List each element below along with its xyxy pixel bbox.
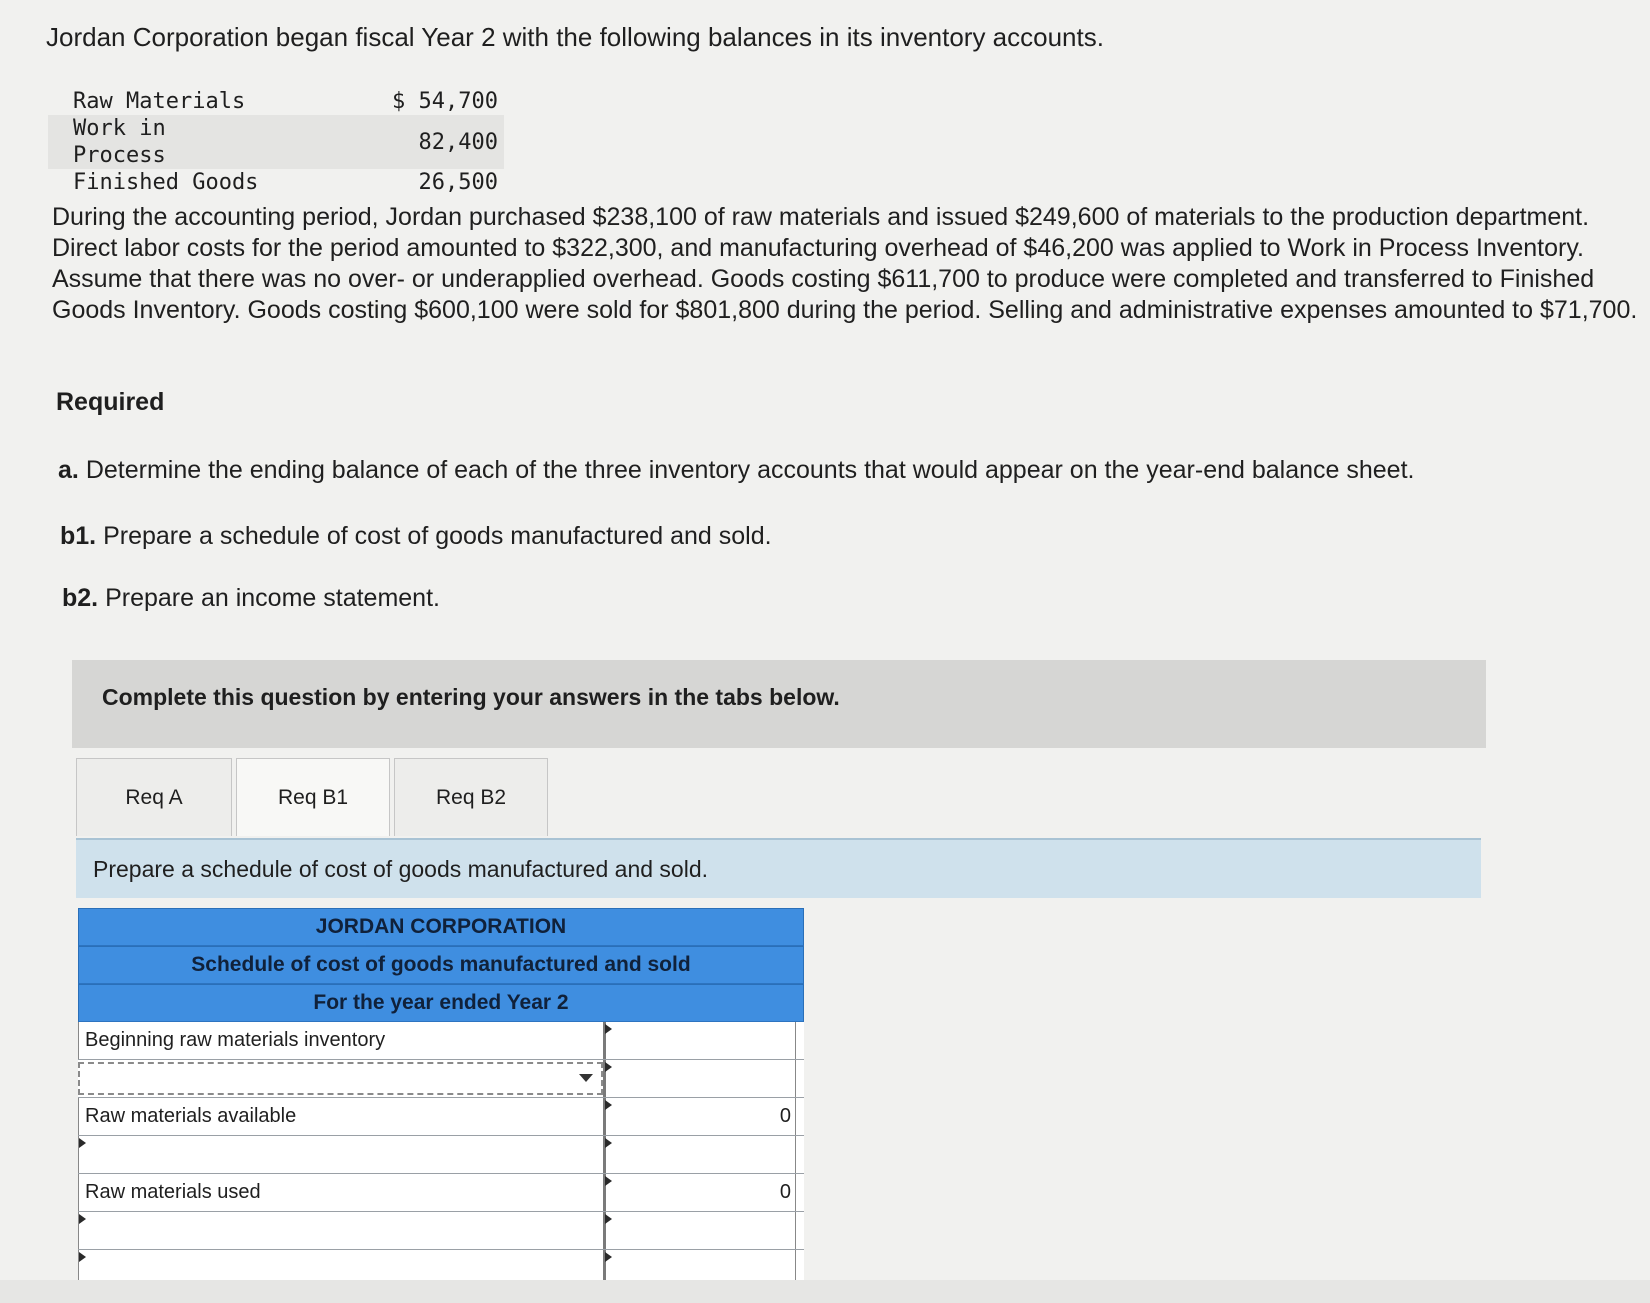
row-label: Beginning raw materials inventory [78,1022,603,1059]
inventory-label: Work in Process [48,115,268,169]
inventory-value: $ 54,700 [392,89,498,114]
schedule-title: Schedule of cost of goods manufactured and sold [78,946,804,984]
amount-input[interactable] [603,1060,796,1097]
chevron-down-icon[interactable] [579,1074,593,1082]
row-label: Raw materials used [78,1174,603,1211]
amount-value: 0 [603,1174,796,1211]
instructions-banner [72,660,1486,748]
problem-paragraph: During the accounting period, Jordan purchased $238,100 of raw materials and issued $249,600 of materials to the production department. Direct labor costs for the period amounted to $322,300, and manufacturing overhead of $46,200 was applied to Work in Process Inventory. Assume that there was no over- or underapplied overhead. Goods costing $611,700 to produce were completed and transferred to Finished Goods Inventory. Goods costing $600,100 were sold for $801,800 during the period. Selling and administrative expenses amounted to $71,700. [52,203,1638,324]
table-row [78,1174,804,1212]
amount-input[interactable] [603,1022,796,1059]
requirement-tag: b1. [60,522,97,550]
requirement-b1 [60,522,772,551]
table-row [78,1060,804,1098]
table-row [78,1022,804,1060]
requirement-tag: b2. [62,584,99,612]
requirement-text: Determine the ending balance of each of the three inventory accounts that would appear on the year-end balance sheet. [85,456,1415,484]
requirement-text: Prepare an income statement. [105,584,440,612]
tab-req-a[interactable]: Req A [76,758,232,836]
table-row [78,1212,804,1250]
amount-value: 0 [603,1098,796,1135]
table-row [78,1136,804,1174]
inventory-label: Raw Materials [73,89,246,114]
tab-instruction-text: Prepare a schedule of cost of goods manufactured and sold. [93,856,709,882]
inventory-row [48,88,504,115]
intro-text: Jordan Corporation began fiscal Year 2 with the following balances in its inventory accounts. [46,22,1104,52]
table-row [78,1098,804,1136]
amount-input[interactable] [603,1212,796,1249]
inventory-label: Finished Goods [73,170,259,195]
requirement-b2 [62,584,440,613]
amount-input[interactable] [603,1136,796,1173]
label-input[interactable] [78,1212,603,1249]
requirement-tag: a. [58,456,79,484]
tab-req-b2[interactable]: Req B2 [394,758,548,836]
inventory-value: 82,400 [268,115,504,169]
requirement-a [58,456,1414,485]
tab-req-b1[interactable]: Req B1 [236,758,390,836]
inventory-row [48,115,504,169]
account-dropdown[interactable] [78,1062,603,1095]
schedule-period: For the year ended Year 2 [78,984,804,1022]
beginning-inventory-table [48,88,504,196]
requirement-text: Prepare a schedule of cost of goods manufactured and sold. [103,522,772,550]
bottom-shadow [0,1280,1650,1303]
row-label: Raw materials available [78,1098,603,1135]
required-heading: Required [56,388,165,416]
banner-text: Complete this question by entering your answers in the tabs below. [102,684,840,710]
schedule-company: JORDAN CORPORATION [78,908,804,946]
label-input[interactable] [78,1136,603,1173]
inventory-value: 26,500 [418,170,498,195]
inventory-row [48,169,504,196]
tab-instruction-bar [76,838,1481,898]
cogm-schedule [78,908,804,1288]
